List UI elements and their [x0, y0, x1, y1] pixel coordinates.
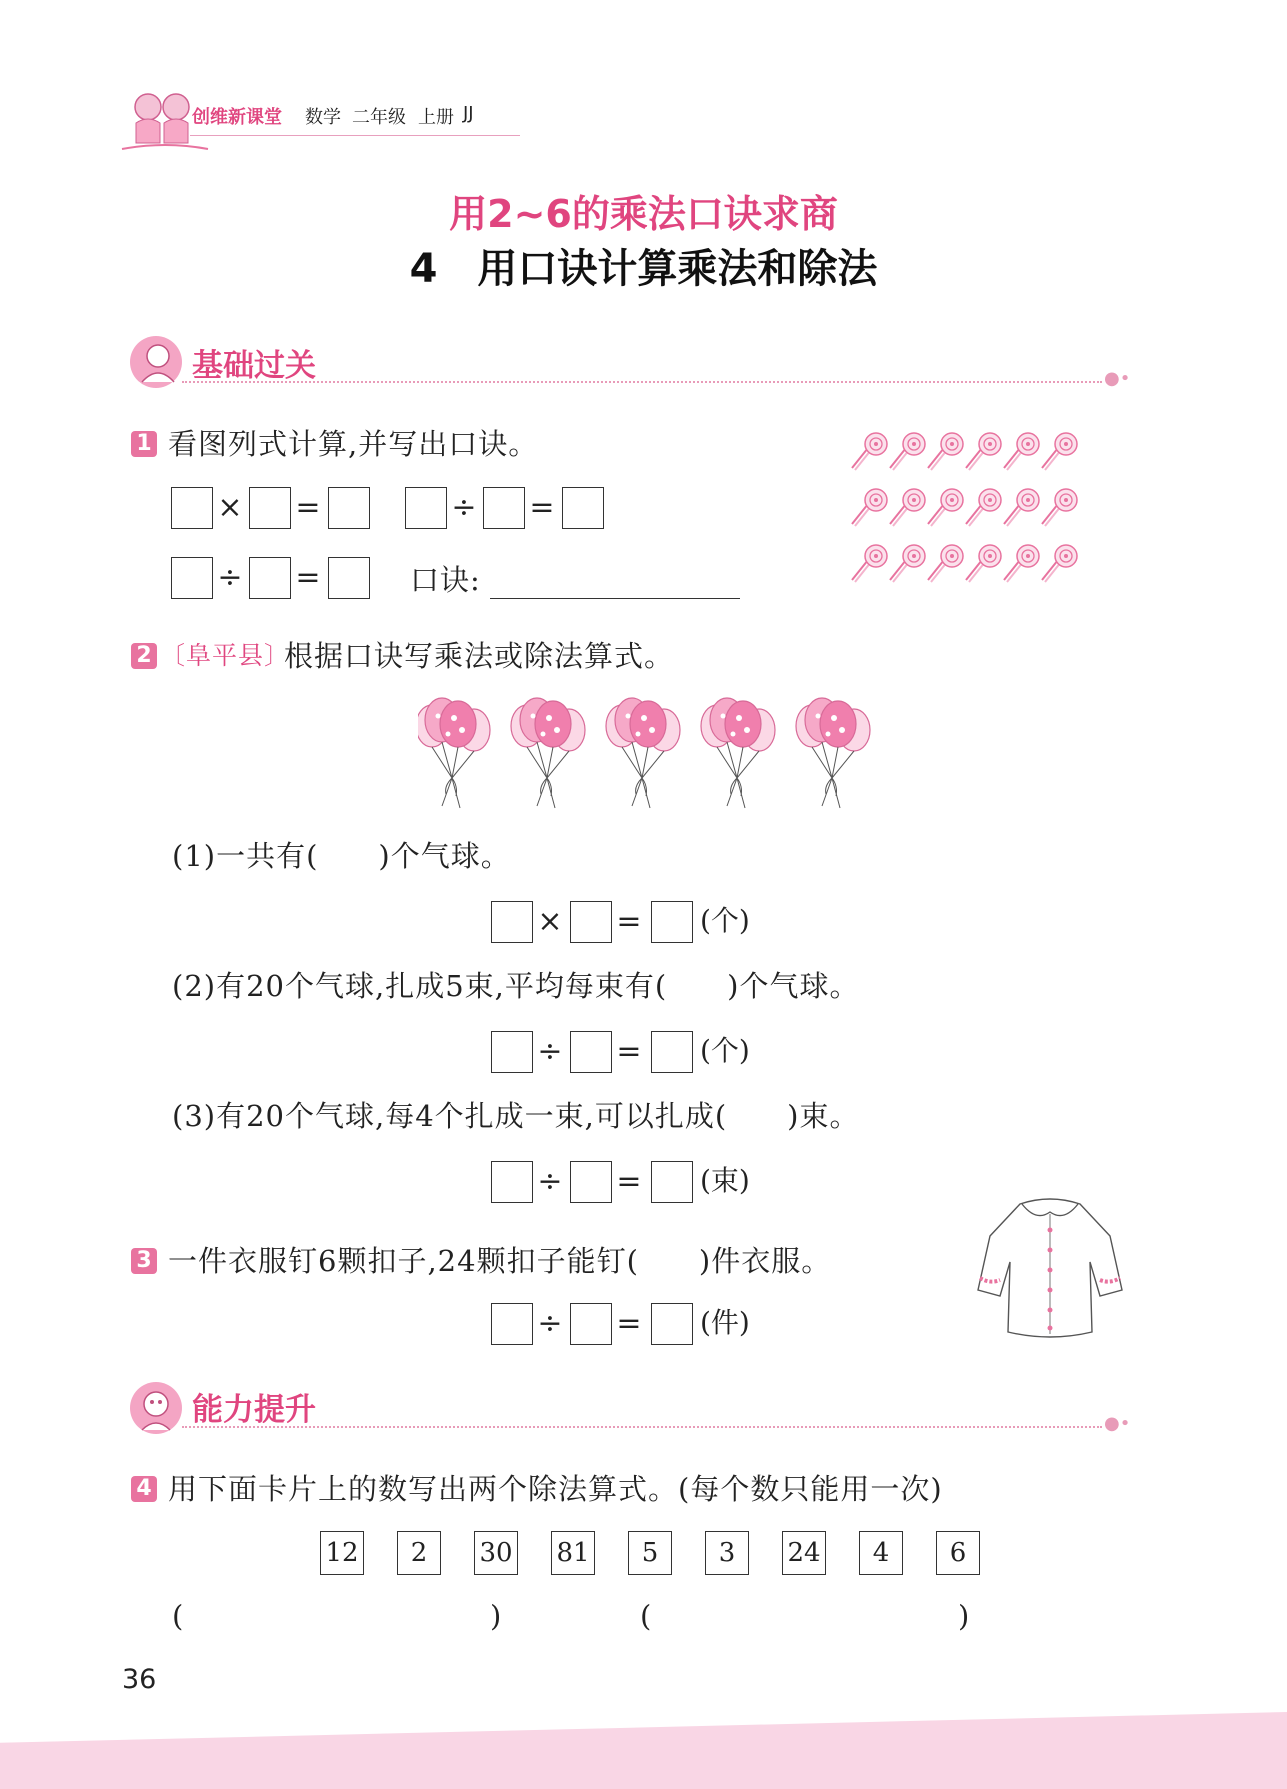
divide-sign: ÷ [537, 1306, 563, 1341]
divide-sign: ÷ [451, 490, 477, 525]
question-2-text: 根据口诀写乘法或除法算式。 [284, 639, 675, 673]
question-1-text: 看图列式计算,并写出口诀。 [168, 427, 539, 461]
rhyme-answer-line[interactable] [490, 598, 740, 599]
number-card[interactable]: 5 [628, 1531, 672, 1575]
divide-sign: ÷ [537, 1034, 563, 1069]
equals-sign: = [529, 490, 555, 525]
answer-box[interactable] [483, 487, 525, 529]
question-4-text: 用下面卡片上的数写出两个除法算式。(每个数只能用一次) [168, 1472, 943, 1506]
number-card[interactable]: 81 [551, 1531, 595, 1575]
header-grade: 二年级 [352, 107, 406, 128]
section-divider-advanced [182, 1426, 1102, 1428]
section-divider-basic [182, 381, 1102, 383]
answer-box[interactable] [570, 1303, 612, 1345]
equals-sign: = [616, 1306, 642, 1341]
equals-sign: = [616, 1164, 642, 1199]
answer-box[interactable] [491, 901, 533, 943]
answer-box[interactable] [570, 1031, 612, 1073]
answer-box[interactable] [651, 901, 693, 943]
answer-box[interactable] [651, 1161, 693, 1203]
region-tag: 〔阜平县〕 [160, 641, 291, 670]
times-sign: × [537, 904, 563, 939]
bracket-open: ( [172, 1599, 185, 1633]
section-title-advanced: 能力提升 [192, 1392, 316, 1428]
answer-box[interactable] [405, 487, 447, 529]
sub-question-2: (2)有20个气球,扎成5束,平均每束有( )个气球。 [172, 969, 860, 1003]
question-number-1: 1 [131, 431, 157, 457]
header [120, 85, 520, 155]
answer-box[interactable] [562, 487, 604, 529]
number-card[interactable]: 6 [936, 1531, 980, 1575]
section-title-basic: 基础过关 [192, 348, 316, 384]
answer-box[interactable] [328, 557, 370, 599]
balloons-illustration [418, 692, 888, 817]
bracket-open: ( [640, 1599, 653, 1633]
page-number: 36 [122, 1664, 157, 1695]
answer-box[interactable] [249, 557, 291, 599]
unit-label: (束) [700, 1164, 750, 1197]
question-number-3: 3 [131, 1248, 157, 1274]
answer-box[interactable] [491, 1303, 533, 1345]
section-mascot-icon [128, 334, 184, 390]
equals-sign: = [616, 904, 642, 939]
brand-name: 创维新课堂 [192, 107, 282, 128]
header-volume: 上册 [418, 107, 454, 128]
answer-box[interactable] [171, 487, 213, 529]
lesson-subtitle: 4 用口诀计算乘法和除法 [409, 246, 878, 292]
equals-sign: = [616, 1034, 642, 1069]
unit-label: (件) [700, 1306, 750, 1339]
lollipops-illustration [848, 428, 1098, 598]
header-subject: 数学 [305, 107, 341, 128]
section-mascot-icon [128, 1380, 184, 1436]
bracket-close: ) [490, 1599, 503, 1633]
answer-box[interactable] [491, 1161, 533, 1203]
header-edition: JJ [463, 103, 474, 124]
sub-question-3: (3)有20个气球,每4个扎成一束,可以扎成( )束。 [172, 1099, 860, 1133]
answer-box[interactable] [570, 901, 612, 943]
equals-sign: = [295, 490, 321, 525]
answer-box[interactable] [171, 557, 213, 599]
times-sign: × [217, 490, 243, 525]
number-card[interactable]: 30 [474, 1531, 518, 1575]
number-card[interactable]: 4 [859, 1531, 903, 1575]
divide-sign: ÷ [537, 1164, 563, 1199]
number-card[interactable]: 12 [320, 1531, 364, 1575]
bracket-close: ) [958, 1599, 971, 1633]
answer-box[interactable] [651, 1303, 693, 1345]
unit-label: (个) [700, 1034, 750, 1067]
number-card[interactable]: 24 [782, 1531, 826, 1575]
unit-label: (个) [700, 904, 750, 937]
answer-box[interactable] [491, 1031, 533, 1073]
equals-sign: = [295, 560, 321, 595]
question-number-2: 2 [131, 643, 157, 669]
answer-box[interactable] [328, 487, 370, 529]
divider-dots-icon: ●• [1104, 1413, 1131, 1434]
divider-dots-icon: ●• [1104, 368, 1131, 389]
header-underline [190, 135, 520, 136]
answer-box[interactable] [651, 1031, 693, 1073]
divide-sign: ÷ [217, 560, 243, 595]
shirt-illustration [970, 1192, 1130, 1344]
question-3-text: 一件衣服钉6颗扣子,24颗扣子能钉( )件衣服。 [168, 1244, 832, 1278]
number-card[interactable]: 3 [705, 1531, 749, 1575]
question-number-4: 4 [131, 1476, 157, 1502]
rhyme-label: 口诀: [410, 563, 481, 597]
footer-band [0, 1712, 1287, 1789]
answer-box[interactable] [249, 487, 291, 529]
number-card[interactable]: 2 [397, 1531, 441, 1575]
sub-question-1: (1)一共有( )个气球。 [172, 839, 511, 873]
lesson-title: 用2~6的乘法口诀求商 [449, 192, 838, 236]
answer-box[interactable] [570, 1161, 612, 1203]
